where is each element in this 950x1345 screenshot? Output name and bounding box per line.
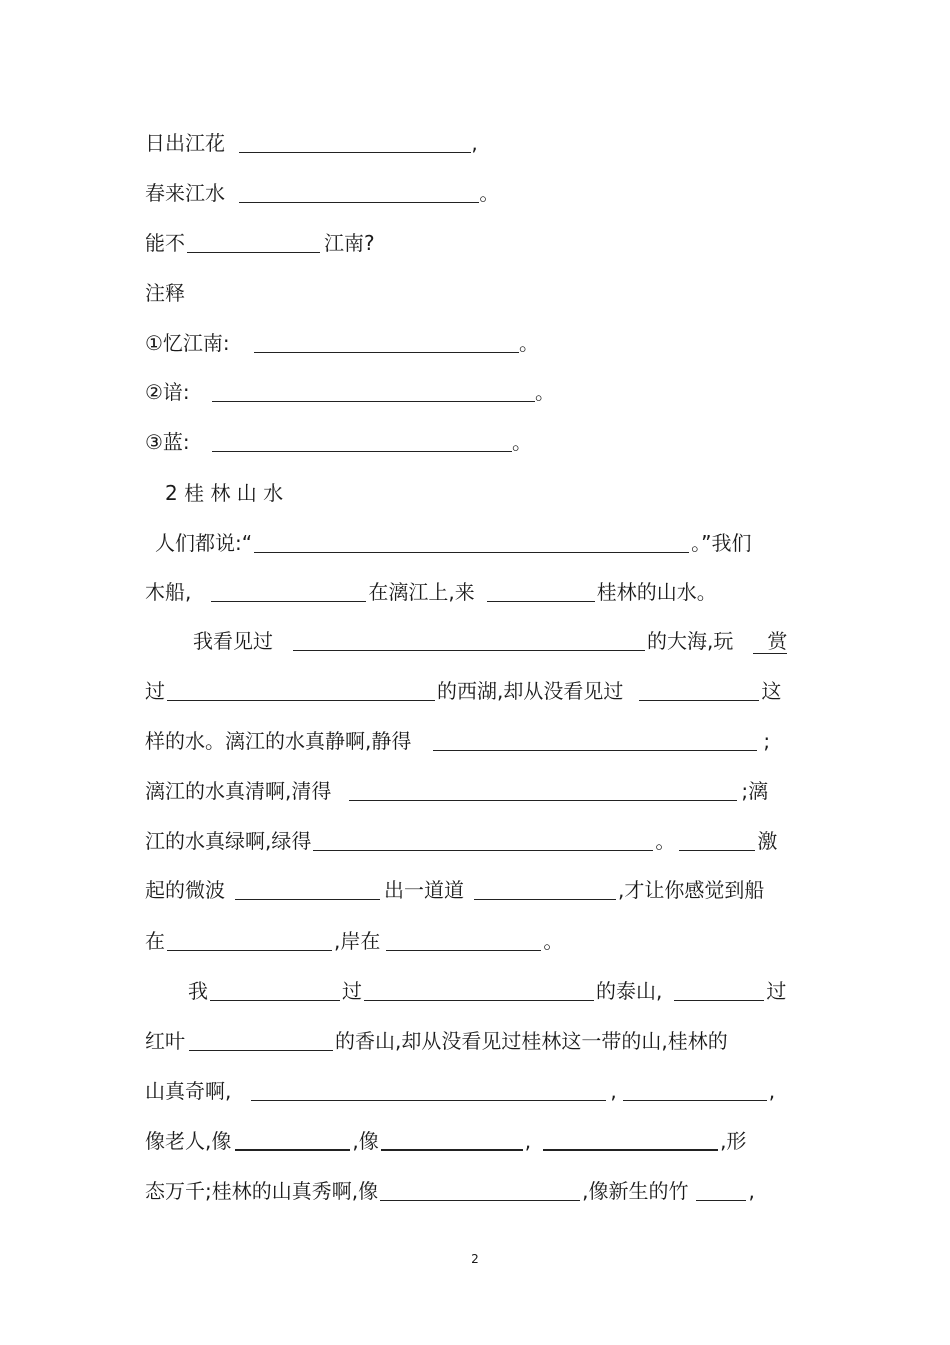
text: 我看见过: [193, 629, 273, 653]
text: 日出江花: [145, 131, 225, 155]
page-number: 2: [471, 1252, 479, 1266]
answer-blank[interactable]: [235, 879, 380, 900]
answer-blank[interactable]: [211, 581, 366, 602]
text: ,: [748, 1179, 755, 1203]
answer-blank[interactable]: [313, 830, 653, 851]
answer-blank[interactable]: [674, 980, 764, 1001]
answer-blank[interactable]: [433, 730, 757, 751]
text-line: [145, 1079, 775, 1103]
text-line: [145, 580, 717, 604]
note-2: [145, 380, 555, 404]
text: 江南?: [324, 231, 375, 255]
text: 。: [519, 331, 540, 355]
text-line: [193, 629, 787, 653]
answer-blank[interactable]: [189, 1030, 333, 1051]
answer-blank[interactable]: [210, 980, 340, 1001]
text: 过: [766, 979, 787, 1003]
answer-blank[interactable]: [239, 132, 471, 153]
answer-blank[interactable]: [167, 680, 435, 701]
note-3: [145, 430, 532, 454]
text-line: [145, 1179, 755, 1203]
answer-blank[interactable]: [212, 431, 512, 452]
text: 。: [535, 380, 556, 404]
text: 激: [757, 829, 778, 853]
text: 漓江的水真清啊,清得: [145, 779, 332, 803]
text: ;漓: [741, 779, 769, 803]
note-1: [145, 331, 539, 355]
text-line: [145, 929, 563, 953]
answer-blank[interactable]: [679, 830, 755, 851]
text: 江的水真绿啊,绿得: [145, 829, 312, 853]
answer-blank[interactable]: [235, 1129, 350, 1151]
poem-line-3: [145, 231, 375, 255]
text: 的香山,却从没看见过桂林这一带的山,桂林的: [335, 1029, 728, 1053]
text: 我: [188, 979, 208, 1003]
text: 红叶: [145, 1029, 185, 1053]
text: ;: [763, 729, 771, 753]
answer-blank[interactable]: [364, 980, 594, 1001]
text: ②谙:: [145, 380, 190, 404]
text: 像老人,像: [145, 1129, 232, 1153]
answer-blank[interactable]: [487, 581, 595, 602]
text-line: [145, 779, 768, 803]
text: 注释: [145, 281, 185, 305]
text-line: [145, 1129, 746, 1153]
text-line: [188, 979, 786, 1003]
answer-blank[interactable]: [386, 930, 541, 951]
text: ,才让你感觉到船: [618, 878, 765, 902]
text: ,像: [352, 1129, 379, 1153]
answer-blank[interactable]: [239, 182, 479, 203]
text-line: [145, 1029, 728, 1053]
answer-blank[interactable]: [381, 1129, 523, 1151]
text: 在漓江上,来: [368, 580, 475, 604]
answer-blank[interactable]: [639, 680, 759, 701]
text: 态万千;桂林的山真秀啊,像: [145, 1179, 379, 1203]
poem-line-1: [145, 131, 478, 155]
answer-blank[interactable]: [623, 1080, 767, 1101]
answer-blank[interactable]: [293, 630, 645, 651]
text-line: [155, 531, 751, 555]
text: 木船,: [145, 580, 192, 604]
text: 在: [145, 929, 165, 953]
text: 。: [543, 929, 564, 953]
text: ,: [610, 1079, 617, 1103]
text: 的大海,玩: [647, 629, 734, 653]
poem-line-2: [145, 181, 499, 205]
text: ,: [471, 131, 478, 155]
text: 这: [761, 679, 782, 703]
text: 样的水。漓江的水真静啊,静得: [145, 729, 412, 753]
text: 。”我们: [691, 531, 752, 555]
text: 起的微波: [145, 878, 225, 902]
text: ③蓝:: [145, 430, 190, 454]
text: ①忆江南:: [145, 331, 230, 355]
text: ,岸在: [334, 929, 381, 953]
text: 2 桂 林 山 水: [165, 481, 284, 505]
text: 的西湖,却从没看见过: [437, 679, 624, 703]
text-line: [145, 829, 777, 853]
text: ,: [768, 1079, 776, 1103]
answer-blank[interactable]: [474, 879, 616, 900]
text: 过: [342, 979, 362, 1003]
answer-blank[interactable]: [254, 332, 519, 353]
text: 。: [655, 829, 676, 853]
text: 能不: [145, 231, 185, 255]
answer-blank[interactable]: [187, 232, 320, 253]
answer-blank[interactable]: [543, 1129, 718, 1151]
text: 春来江水: [145, 181, 225, 205]
answer-blank[interactable]: [380, 1180, 580, 1201]
text: 。: [512, 430, 533, 454]
answer-blank[interactable]: [254, 532, 689, 553]
text: 。: [479, 181, 500, 205]
notes-heading: [145, 281, 185, 305]
answer-blank[interactable]: [167, 930, 332, 951]
text: ,形: [720, 1129, 747, 1153]
text: ,: [524, 1129, 532, 1153]
text: 人们都说:“: [155, 531, 253, 555]
answer-blank[interactable]: [349, 780, 737, 801]
answer-blank[interactable]: [212, 381, 535, 402]
text: 的泰山,: [596, 979, 663, 1003]
underlined-text: 赏: [753, 629, 787, 654]
text-line: [145, 729, 770, 753]
text: 出一道道: [384, 878, 464, 902]
text: ,像新生的竹: [582, 1179, 689, 1203]
text: 山真奇啊,: [145, 1079, 232, 1103]
text-line: [145, 878, 764, 902]
answer-blank[interactable]: [696, 1180, 746, 1201]
answer-blank[interactable]: [251, 1080, 606, 1101]
text-line: [145, 679, 781, 703]
text: 过: [145, 679, 165, 703]
text: 桂林的山水。: [596, 580, 717, 604]
section-title: [165, 481, 283, 505]
